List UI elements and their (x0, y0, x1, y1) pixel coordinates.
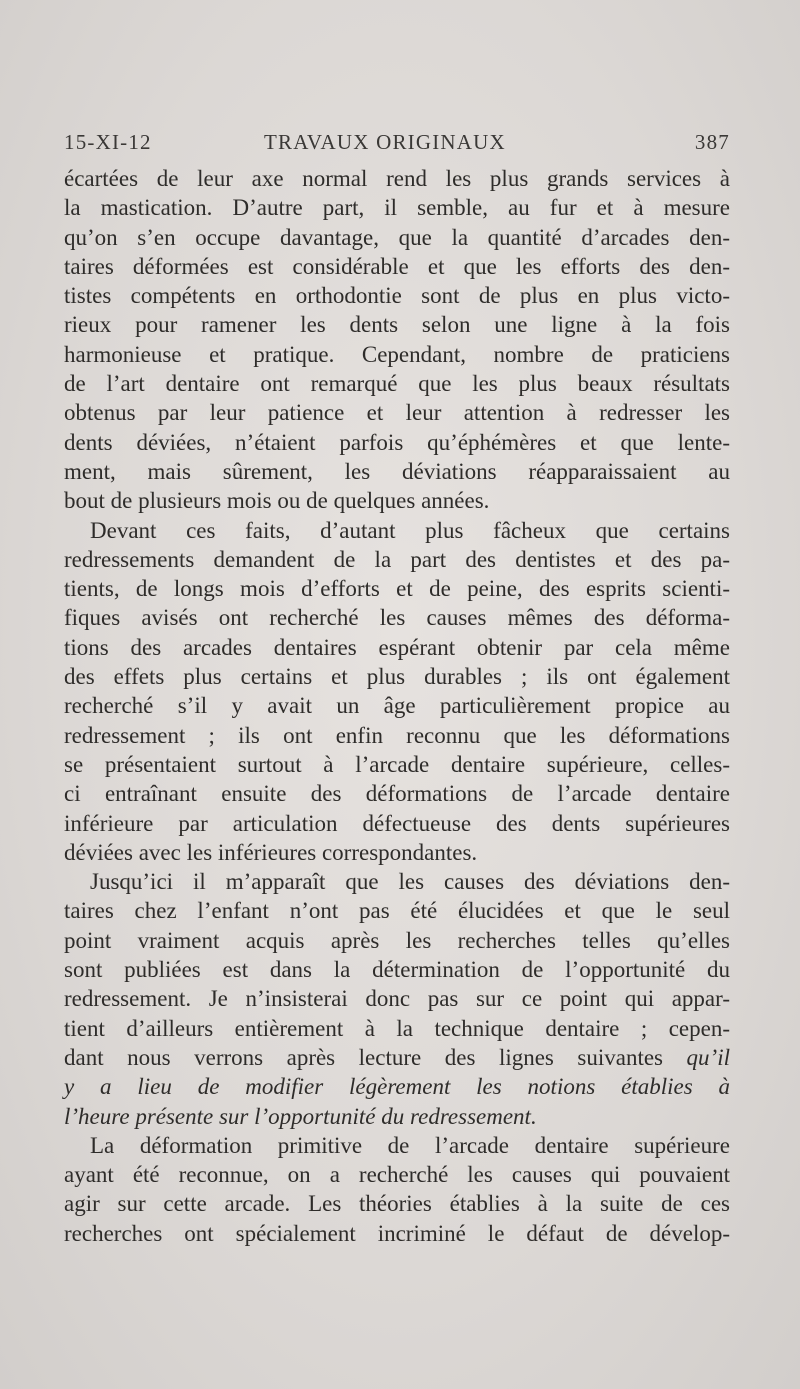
text-line: point vraiment acquis après les recherches telles qu’elles (64, 927, 730, 953)
page-number: 387 (694, 130, 730, 154)
text-line: tistes compétents en orthodontie sont de plus en plus victo- (64, 283, 730, 309)
text-line: taires chez l’enfant n’ont pas été élucidées et que le seul (64, 898, 730, 924)
text-line: ment, mais sûrement, les déviations réapparaissaient au (64, 458, 730, 484)
text-line: des effets plus certains et plus durables ; ils ont également (64, 664, 730, 690)
text-segment: dant nous verrons après lecture des lignes suivantes (64, 1044, 664, 1070)
text-line: la mastication. D’autre part, il semble, au fur et à mesure (64, 195, 730, 221)
italic-segment: qu’il (686, 1044, 730, 1070)
text-line: déviées avec les inférieures correspondantes. (64, 839, 478, 865)
text-line: La déformation primitive de l’arcade dentaire supérieure (90, 1132, 730, 1158)
text-line: taires déformées est considérable et que les efforts des den- (64, 253, 730, 279)
italic-text-line: y a lieu de modifier légèrement les notions établies à (64, 1074, 730, 1100)
text-line: dents déviées, n’étaient parfois qu’éphémères et que lente- (64, 429, 730, 455)
text-line: agir sur cette arcade. Les théories établies à la suite de ces (64, 1191, 730, 1217)
text-line: ayant été reconnue, on a recherché les causes qui pouvaient (64, 1162, 730, 1188)
text-line: harmonieuse et pratique. Cependant, nombre de praticiens (64, 341, 730, 367)
header-date: 15-XI-12 (64, 130, 152, 154)
text-line: fiques avisés ont recherché les causes mêmes des déforma- (64, 605, 730, 631)
text-line: recherché s’il y avait un âge particulièrement propice au (64, 693, 730, 719)
text-line: tions des arcades dentaires espérant obtenir par cela même (64, 634, 730, 660)
text-line: inférieure par articulation défectueuse des dents supérieures (64, 810, 730, 836)
header-section-title: TRAVAUX ORIGINAUX (264, 130, 506, 154)
text-line: tient d’ailleurs entièrement à la technique dentaire ; cepen- (64, 1015, 730, 1041)
text-line: rieux pour ramener les dents selon une ligne à la fois (64, 312, 730, 338)
text-line: sont publiées est dans la détermination de l’opportunité du (64, 957, 730, 983)
text-line: écartées de leur axe normal rend les plus grands services à (64, 166, 730, 191)
text-line: recherches ont spécialement incriminé le défaut de dévelop- (64, 1220, 730, 1246)
text-line: Devant ces faits, d’autant plus fâcheux que certains (90, 517, 730, 543)
text-line: redressement ; ils ont enfin reconnu que les déformations (64, 722, 730, 748)
text-line-mixed (64, 1043, 730, 1072)
text-line: bout de plusieurs mois ou de quelques années. (64, 488, 490, 514)
italic-text-line: l’heure présente sur l’opportunité du redressement. (64, 1103, 537, 1129)
text-line: Jusqu’ici il m’apparaît que les causes des déviations den- (90, 869, 730, 895)
text-line: qu’on s’en occupe davantage, que la quantité d’arcades den- (64, 224, 730, 250)
text-line: redressement. Je n’insisterai donc pas sur ce point qui appar- (64, 986, 730, 1012)
text-line: obtenus par leur patience et leur attention à redresser les (64, 400, 730, 426)
text-line: redressements demandent de la part des dentistes et des pa- (64, 546, 730, 572)
text-line: de l’art dentaire ont remarqué que les plus beaux résultats (64, 371, 730, 397)
body-text (64, 164, 730, 1248)
text-line: tients, de longs mois d’efforts et de peine, des esprits scienti- (64, 576, 730, 602)
text-line: se présentaient surtout à l’arcade dentaire supérieure, celles- (64, 751, 730, 777)
text-line: ci entraînant ensuite des déformations de l’arcade dentaire (64, 781, 730, 807)
running-header (64, 130, 730, 160)
